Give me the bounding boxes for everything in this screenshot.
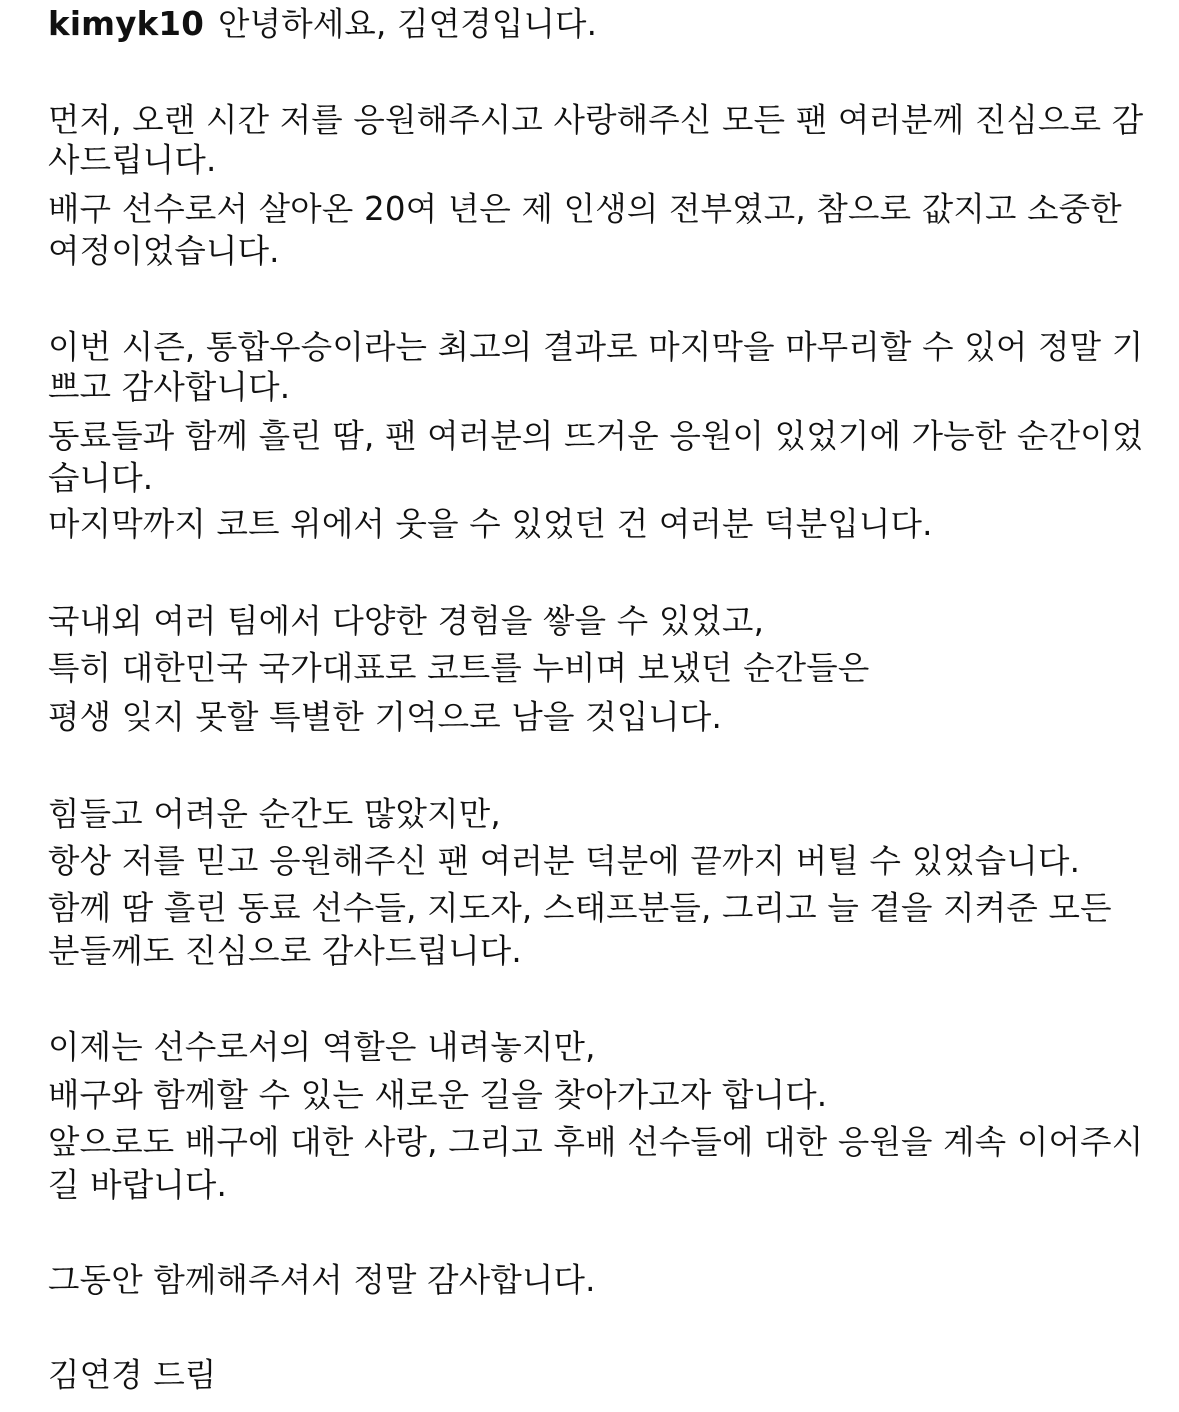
caption-line: 항상 저를 믿고 응원해주신 팬 여러분 덕분에 끝까지 버틸 수 있었습니다.: [48, 842, 1081, 880]
caption-line: 습니다.: [48, 459, 154, 497]
caption-line: 사드립니다.: [48, 141, 217, 179]
caption-line: 쁘고 감사합니다.: [48, 368, 291, 406]
caption-header: [48, 0, 597, 48]
caption-line: 함께 땀 흘린 동료 선수들, 지도자, 스태프분들, 그리고 늘 곁을 지켜준 모든: [48, 889, 1112, 927]
caption-line: 이번 시즌, 통합우승이라는 최고의 결과로 마지막을 마무리할 수 있어 정말 기: [48, 328, 1144, 366]
username-link[interactable]: kimyk10: [48, 5, 205, 43]
caption-line: 분들께도 진심으로 감사드립니다.: [48, 932, 522, 970]
caption-line: 이제는 선수로서의 역할은 내려놓지만,: [48, 1028, 596, 1066]
caption-line: 배구와 함께할 수 있는 새로운 길을 찾아가고자 합니다.: [48, 1076, 828, 1114]
caption-line: 배구 선수로서 살아온 20여 년은 제 인생의 전부였고, 참으로 값지고 소중한: [48, 190, 1122, 228]
caption-line: 앞으로도 배구에 대한 사랑, 그리고 후배 선수들에 대한 응원을 계속 이어주시: [48, 1123, 1144, 1161]
caption-line: 먼저, 오랜 시간 저를 응원해주시고 사랑해주신 모든 팬 여러분께 진심으로 감: [48, 101, 1144, 139]
caption-line: 동료들과 함께 흘린 땀, 팬 여러분의 뜨거운 응원이 있었기에 가능한 순간이었: [48, 417, 1144, 455]
caption-line: 여정이었습니다.: [48, 232, 280, 270]
greeting-text: 안녕하세요, 김연경입니다.: [218, 5, 598, 43]
caption-line: 힘들고 어려운 순간도 많았지만,: [48, 795, 501, 833]
caption-line: 특히 대한민국 국가대표로 코트를 누비며 보냈던 순간들은: [48, 649, 870, 687]
caption-line: 그동안 함께해주셔서 정말 감사합니다.: [48, 1261, 596, 1299]
caption-line: 길 바랍니다.: [48, 1166, 228, 1204]
caption-line: 마지막까지 코트 위에서 웃을 수 있었던 건 여러분 덕분입니다.: [48, 505, 933, 543]
caption-line: 평생 잊지 못할 특별한 기억으로 남을 것입니다.: [48, 698, 723, 736]
signature-line: 김연경 드림: [48, 1356, 217, 1394]
caption-line: 국내외 여러 팀에서 다양한 경험을 쌓을 수 있었고,: [48, 602, 765, 640]
